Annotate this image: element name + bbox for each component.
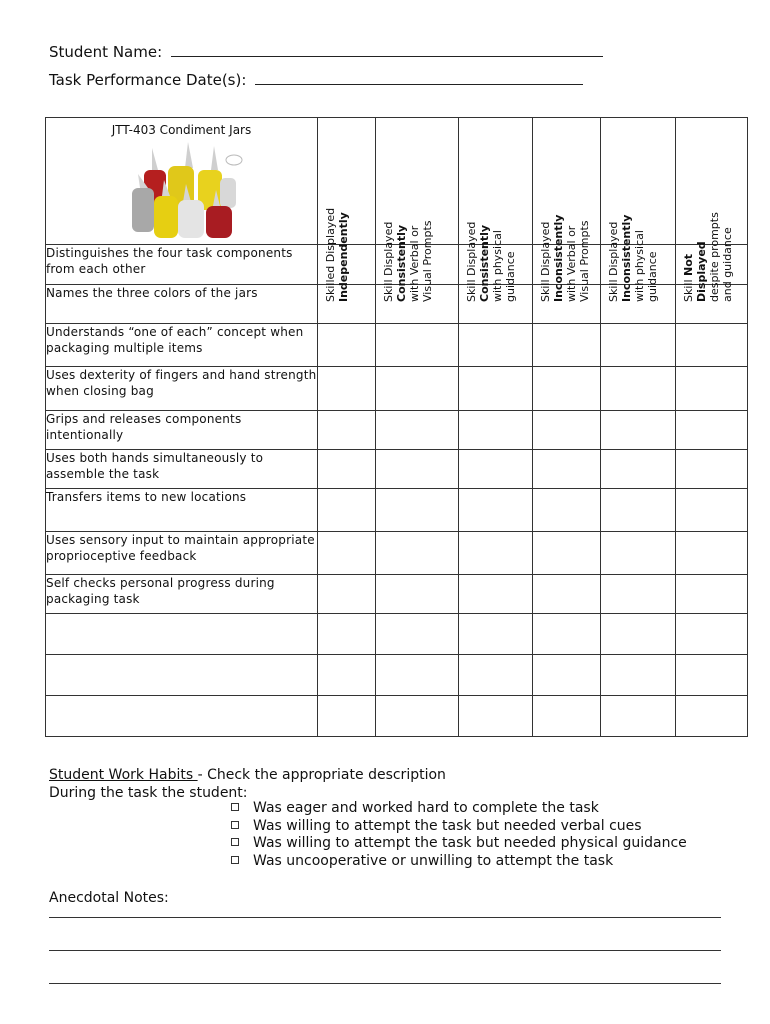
rating-cell[interactable] bbox=[318, 614, 376, 655]
table-row bbox=[46, 575, 748, 614]
rating-cell[interactable] bbox=[376, 655, 459, 696]
rating-cell[interactable] bbox=[376, 532, 459, 575]
col-consistent-physical-header bbox=[459, 118, 533, 302]
column-header-line bbox=[395, 186, 408, 302]
column-header-line bbox=[491, 186, 504, 302]
rating-cell[interactable] bbox=[533, 655, 601, 696]
rating-cell[interactable] bbox=[459, 655, 533, 696]
work-habits-options bbox=[231, 800, 687, 870]
checkbox[interactable] bbox=[231, 838, 239, 846]
column-header-line-text: Consistently bbox=[478, 224, 491, 302]
column-header-line-text: Inconsistently bbox=[620, 214, 633, 302]
col-inconsistent-physical-header bbox=[601, 118, 676, 302]
rating-cell[interactable] bbox=[459, 411, 533, 450]
column-header-line-text: with physical bbox=[633, 230, 646, 302]
rating-cell[interactable] bbox=[376, 367, 459, 411]
work-habit-option-label: Was eager and worked hard to complete the task bbox=[253, 800, 599, 816]
task-date-field[interactable] bbox=[255, 70, 583, 85]
anecdotal-notes-label: Anecdotal Notes: bbox=[49, 890, 169, 906]
rating-cell[interactable] bbox=[676, 575, 748, 614]
column-header-line-text: Skill Displayed bbox=[465, 221, 478, 302]
rating-cell[interactable] bbox=[459, 450, 533, 489]
criterion-label: Uses both hands simultaneously to assemble the task bbox=[46, 450, 318, 489]
column-header-line-text: Visual Prompts bbox=[421, 220, 434, 302]
criterion-label: Uses sensory input to maintain appropriate proprioceptive feedback bbox=[46, 532, 318, 575]
col-inconsistent-verbal-header bbox=[533, 118, 601, 302]
column-header-line-text: with Verbal or bbox=[408, 225, 421, 302]
column-header-line bbox=[552, 186, 565, 302]
column-header-line bbox=[465, 186, 478, 302]
criterion-label: Distinguishes the four task components from each other bbox=[46, 245, 318, 285]
table-row bbox=[46, 411, 748, 450]
column-header-line bbox=[695, 186, 708, 302]
column-header-line bbox=[408, 186, 421, 302]
rating-cell[interactable] bbox=[318, 450, 376, 489]
column-header-text bbox=[676, 184, 736, 310]
criterion-label bbox=[46, 655, 318, 696]
column-header-line-text: guidance bbox=[504, 251, 517, 302]
notes-line[interactable] bbox=[49, 917, 721, 918]
column-header-text bbox=[533, 184, 593, 310]
column-header-line-text: Inconsistently bbox=[552, 214, 565, 302]
rating-cell[interactable] bbox=[533, 450, 601, 489]
criterion-label: Understands “one of each” concept when packaging multiple items bbox=[46, 324, 318, 367]
rating-cell[interactable] bbox=[459, 696, 533, 737]
column-header-bold-word: Not bbox=[682, 253, 695, 276]
student-name-field[interactable] bbox=[171, 42, 603, 57]
rating-cell[interactable] bbox=[601, 696, 676, 737]
column-header-line bbox=[565, 186, 578, 302]
rating-cell[interactable] bbox=[318, 575, 376, 614]
rating-cell[interactable] bbox=[533, 489, 601, 532]
rating-cell[interactable] bbox=[318, 367, 376, 411]
column-header-line-text: and guidance bbox=[721, 227, 734, 302]
rating-cell[interactable] bbox=[676, 696, 748, 737]
rating-cell[interactable] bbox=[459, 532, 533, 575]
table-row bbox=[46, 450, 748, 489]
student-name-row bbox=[49, 42, 603, 61]
work-habits-section bbox=[49, 766, 446, 802]
column-header-line bbox=[578, 186, 591, 302]
rating-cell[interactable] bbox=[376, 324, 459, 367]
rating-cell[interactable] bbox=[601, 532, 676, 575]
rating-cell[interactable] bbox=[676, 367, 748, 411]
column-header-line-text: Skill Displayed bbox=[607, 221, 620, 302]
table-row bbox=[46, 696, 748, 737]
column-header-line-text: guidance bbox=[646, 251, 659, 302]
work-habits-title: Student Work Habits bbox=[49, 767, 198, 783]
rating-cell[interactable] bbox=[601, 411, 676, 450]
column-header-line bbox=[633, 186, 646, 302]
column-header-text bbox=[459, 184, 519, 310]
rating-cell[interactable] bbox=[459, 324, 533, 367]
rating-cell[interactable] bbox=[533, 614, 601, 655]
column-header-line-text: Independently bbox=[337, 212, 350, 302]
criterion-label: Names the three colors of the jars bbox=[46, 285, 318, 324]
column-header-line-text: with physical bbox=[491, 230, 504, 302]
student-name-label: Student Name: bbox=[49, 43, 163, 61]
table-row bbox=[46, 324, 748, 367]
work-habit-option-label: Was willing to attempt the task but needed physical guidance bbox=[253, 835, 687, 851]
column-header-line-text: Skilled Displayed bbox=[324, 207, 337, 302]
column-header-line-text: Visual Prompts bbox=[578, 220, 591, 302]
rating-cell[interactable] bbox=[676, 411, 748, 450]
rating-cell[interactable] bbox=[533, 411, 601, 450]
column-header-line-text: Skill Displayed bbox=[382, 221, 395, 302]
column-header-line bbox=[708, 186, 721, 302]
task-date-label: Task Performance Date(s): bbox=[49, 71, 247, 89]
rating-cell[interactable] bbox=[318, 489, 376, 532]
work-habits-instruction: - Check the appropriate description bbox=[197, 767, 446, 783]
work-habit-option bbox=[231, 800, 687, 818]
table-row bbox=[46, 614, 748, 655]
column-header-line bbox=[478, 186, 491, 302]
criterion-label bbox=[46, 614, 318, 655]
column-header-line bbox=[324, 186, 337, 302]
column-header-line bbox=[539, 186, 552, 302]
column-header-text bbox=[318, 184, 378, 310]
performance-table bbox=[45, 117, 748, 737]
criterion-label: Transfers items to new locations bbox=[46, 489, 318, 532]
rating-cell[interactable] bbox=[459, 489, 533, 532]
rating-cell[interactable] bbox=[601, 614, 676, 655]
rating-cell[interactable] bbox=[533, 696, 601, 737]
task-title: JTT-403 Condiment Jars bbox=[111, 123, 252, 137]
column-header-line bbox=[682, 186, 695, 302]
rating-cell[interactable] bbox=[376, 614, 459, 655]
rating-cell[interactable] bbox=[533, 324, 601, 367]
table-row bbox=[46, 367, 748, 411]
rating-cell[interactable] bbox=[601, 324, 676, 367]
column-header-line-text: with Verbal or bbox=[565, 225, 578, 302]
column-header-line-text: despite prompts bbox=[708, 212, 721, 302]
rating-cell[interactable] bbox=[318, 411, 376, 450]
rating-cell[interactable] bbox=[459, 575, 533, 614]
col-independently-header bbox=[318, 118, 376, 302]
rating-cell[interactable] bbox=[601, 575, 676, 614]
task-date-row bbox=[49, 70, 583, 89]
column-header-line bbox=[504, 186, 517, 302]
rating-cell[interactable] bbox=[676, 324, 748, 367]
rating-cell[interactable] bbox=[376, 575, 459, 614]
criterion-label: Grips and releases components intentionally bbox=[46, 411, 318, 450]
rating-cell[interactable] bbox=[318, 324, 376, 367]
rating-cell[interactable] bbox=[318, 696, 376, 737]
work-habit-option-label: Was willing to attempt the task but needed verbal cues bbox=[253, 817, 642, 834]
work-habits-lead: During the task the student: bbox=[49, 785, 248, 801]
rating-cell[interactable] bbox=[676, 655, 748, 696]
work-habits-heading bbox=[49, 766, 446, 784]
rating-cell[interactable] bbox=[376, 489, 459, 532]
table-row bbox=[46, 489, 748, 532]
rating-cell[interactable] bbox=[318, 532, 376, 575]
column-header-line bbox=[721, 186, 734, 302]
rating-cell[interactable] bbox=[601, 450, 676, 489]
criterion-label bbox=[46, 696, 318, 737]
table-row bbox=[46, 532, 748, 575]
rating-cell[interactable] bbox=[533, 367, 601, 411]
criterion-label: Uses dexterity of fingers and hand strength when closing bag bbox=[46, 367, 318, 411]
rating-cell[interactable] bbox=[459, 614, 533, 655]
rating-cell[interactable] bbox=[318, 655, 376, 696]
work-habit-option bbox=[231, 818, 687, 836]
column-header-text bbox=[601, 184, 661, 310]
checkbox[interactable] bbox=[231, 856, 239, 864]
rating-cell[interactable] bbox=[601, 655, 676, 696]
rating-cell[interactable] bbox=[459, 367, 533, 411]
table-row bbox=[46, 655, 748, 696]
column-header-line bbox=[421, 186, 434, 302]
column-header-line bbox=[646, 186, 659, 302]
column-header-line bbox=[337, 186, 350, 302]
checkbox[interactable] bbox=[231, 803, 239, 811]
column-header-line-text: Consistently bbox=[395, 224, 408, 302]
rating-cell[interactable] bbox=[676, 614, 748, 655]
column-header-line bbox=[607, 186, 620, 302]
column-header-line-text: Displayed bbox=[695, 241, 708, 302]
notes-line[interactable] bbox=[49, 950, 721, 951]
column-header-line-text: Skill bbox=[682, 275, 695, 302]
task-title-cell bbox=[46, 118, 318, 245]
work-habit-option bbox=[231, 835, 687, 853]
rating-cell[interactable] bbox=[376, 696, 459, 737]
rating-cell[interactable] bbox=[676, 489, 748, 532]
criterion-label: Self checks personal progress during packaging task bbox=[46, 575, 318, 614]
rating-cell[interactable] bbox=[533, 532, 601, 575]
column-header-line bbox=[382, 186, 395, 302]
column-header-text bbox=[376, 184, 436, 310]
rating-cell[interactable] bbox=[601, 367, 676, 411]
checkbox[interactable] bbox=[231, 821, 239, 829]
col-not-displayed-header bbox=[676, 118, 748, 302]
col-consistent-verbal-header bbox=[376, 118, 459, 302]
column-header-line-text: Skill Displayed bbox=[539, 221, 552, 302]
condiment-jars-image bbox=[124, 140, 244, 240]
rating-cell[interactable] bbox=[533, 575, 601, 614]
rating-cell[interactable] bbox=[601, 489, 676, 532]
rating-cell[interactable] bbox=[376, 411, 459, 450]
rating-cell[interactable] bbox=[676, 450, 748, 489]
work-habit-option bbox=[231, 853, 687, 871]
rating-cell[interactable] bbox=[376, 450, 459, 489]
column-header-line bbox=[620, 186, 633, 302]
work-habit-option-label: Was uncooperative or unwilling to attempt the task bbox=[253, 852, 614, 869]
rating-cell[interactable] bbox=[676, 532, 748, 575]
notes-line[interactable] bbox=[49, 983, 721, 984]
